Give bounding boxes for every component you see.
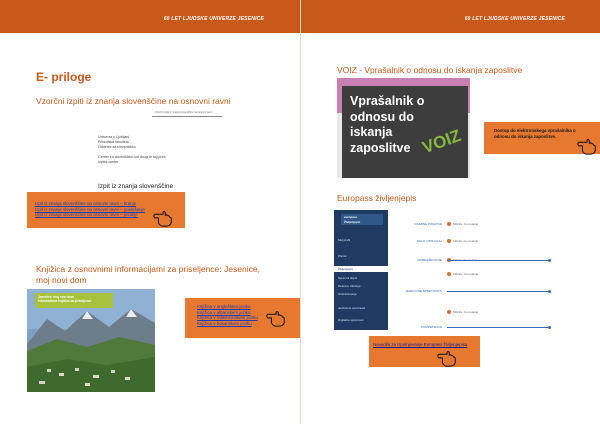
doc-divider <box>152 116 222 117</box>
europass-instructions-link[interactable]: Navodila za izpolnjevanje Europass življenjepisa <box>373 342 468 347</box>
pointing-hand-icon <box>436 346 458 368</box>
left-header-text: 60 LET LJUDSKE UNIVERZE JESENICE <box>163 16 264 22</box>
right-header-bar <box>301 0 600 33</box>
booklet-heading: Knjižica z osnovnimi informacijami za priseljence: Jesenice, moj novi dom <box>36 264 260 285</box>
doc-faculty: Filozofska fakulteta <box>98 140 129 144</box>
doc-heading: Izpit iz znanja slovenščine <box>98 183 174 190</box>
doc-department: Oddelek za slovenistiko <box>98 145 136 149</box>
exam-link-writing[interactable]: Izpit iz znanja slovenščine na osnovni ravni – pisanje <box>35 212 138 218</box>
europass-option[interactable]: Kliknite za urejanje <box>453 222 479 226</box>
booklet-cover-image <box>27 289 155 392</box>
europass-menu-item: Jezikovne spretnosti <box>338 306 366 310</box>
europass-menu-item: Moj profil <box>338 238 351 242</box>
pointing-hand-icon <box>265 306 287 328</box>
europass-category: KOMPETENCE <box>420 325 442 329</box>
europass-logo-subtext: Življenjepis <box>344 219 361 224</box>
europass-category: IZOBRAŽEVANJE <box>417 258 442 262</box>
exam-link-reading[interactable]: Izpit iz znanja slovenščine na osnovni ravni – branje <box>35 201 137 206</box>
voiz-cover-line: Vprašalnik o <box>350 94 425 108</box>
voiz-cover-word: VOIZ <box>419 125 464 158</box>
doc-exam-center: Izpitni center <box>98 160 119 164</box>
booklet-link-bosnian[interactable]: Knjižica v bosanskem jeziku <box>197 320 252 326</box>
voiz-cover-line: odnosu do <box>350 109 414 124</box>
europass-menu-item: Digitalne spretnosti <box>338 318 364 322</box>
europass-progress-end <box>548 259 551 262</box>
europass-category: DELO / PRILAGAJ <box>416 239 442 243</box>
voiz-cover-line: zaposlitve <box>350 140 411 155</box>
europass-progress-end <box>548 290 551 293</box>
europass-option-dot <box>447 222 451 226</box>
right-header-text: 60 LET LJUDSKE UNIVERZE JESENICE <box>464 16 565 22</box>
exam-link-listening[interactable]: Izpit iz znanja slovenščine na osnovni ravni – poslušanje <box>35 206 145 212</box>
europass-category: JEZIKOVNE SPRETNOSTI <box>405 289 442 293</box>
pointing-hand-icon <box>152 206 174 228</box>
booklet-link-macedonian[interactable]: Knjižica v makedonskem jeziku <box>197 315 258 321</box>
booklet-link-albanian[interactable]: Knjižica v albanskem jeziku <box>197 309 251 315</box>
europass-option[interactable]: Kliknite za urejanje <box>453 310 479 314</box>
europass-option-dot <box>447 272 451 276</box>
voiz-access-link[interactable]: Dostop do elektronskega vprašalnika o odnosu do iskanja zaposlitve. <box>494 128 576 139</box>
doc-tiny-header: Vzorčni izpiti iz znanja slovenščine na osnovni ravni <box>155 111 213 114</box>
europass-heading: Europass življenjepis <box>337 193 417 203</box>
europass-logo <box>341 214 383 225</box>
europass-menu-item: Delovne izkušnje <box>338 284 361 288</box>
doc-center: Center za slovenščino kot drugi in tuji jezik <box>98 155 166 159</box>
doc-university: Univerza v Ljubljani <box>98 135 130 139</box>
voiz-cover-text <box>350 94 424 156</box>
europass-link-box <box>369 336 480 367</box>
voiz-cover-image <box>337 78 470 178</box>
europass-option[interactable]: Kliknite za urejanje <box>453 272 479 276</box>
europass-progress-line <box>447 260 550 261</box>
europass-menu-item: Izobraževanje <box>338 292 357 296</box>
booklet-cover-title: Jesenice, moj novi dom <box>38 295 74 299</box>
europass-progress-end <box>548 326 551 329</box>
europass-progress-line <box>447 327 550 328</box>
voiz-cover-panel <box>342 86 468 178</box>
europass-category: OSEBNE PODATKE <box>414 222 442 226</box>
voiz-cover-line: iskanja <box>350 125 393 139</box>
page-title: E- priloge <box>36 70 92 84</box>
europass-menu-item: Pisma <box>338 254 347 258</box>
europass-menu-item-active: Življenjepis <box>334 266 388 272</box>
sample-exams-heading: Vzorčni izpiti iz znanja slovenščine na osnovni ravni <box>36 96 231 106</box>
pointing-hand-icon <box>576 134 598 156</box>
booklet-cover-subtitle: Informativna knjižica za priseljence <box>38 299 92 303</box>
booklet-cover-label <box>35 293 113 308</box>
left-header-bar <box>0 0 300 33</box>
europass-option-dot <box>447 239 451 243</box>
europass-progress-line <box>447 291 550 292</box>
voiz-heading: VOIZ - Vprašalnik o odnosu do iskanja zaposlitve <box>337 65 523 75</box>
europass-option-dot <box>447 310 451 314</box>
europass-option[interactable]: Kliknite za urejanje <box>453 239 479 243</box>
booklet-link-english[interactable]: Knjižica v angleškem jeziku <box>197 304 251 309</box>
europass-sidebar <box>334 210 388 330</box>
europass-menu-item: Spremni dopis <box>338 276 358 280</box>
europass-logo-text: europass <box>344 215 358 219</box>
